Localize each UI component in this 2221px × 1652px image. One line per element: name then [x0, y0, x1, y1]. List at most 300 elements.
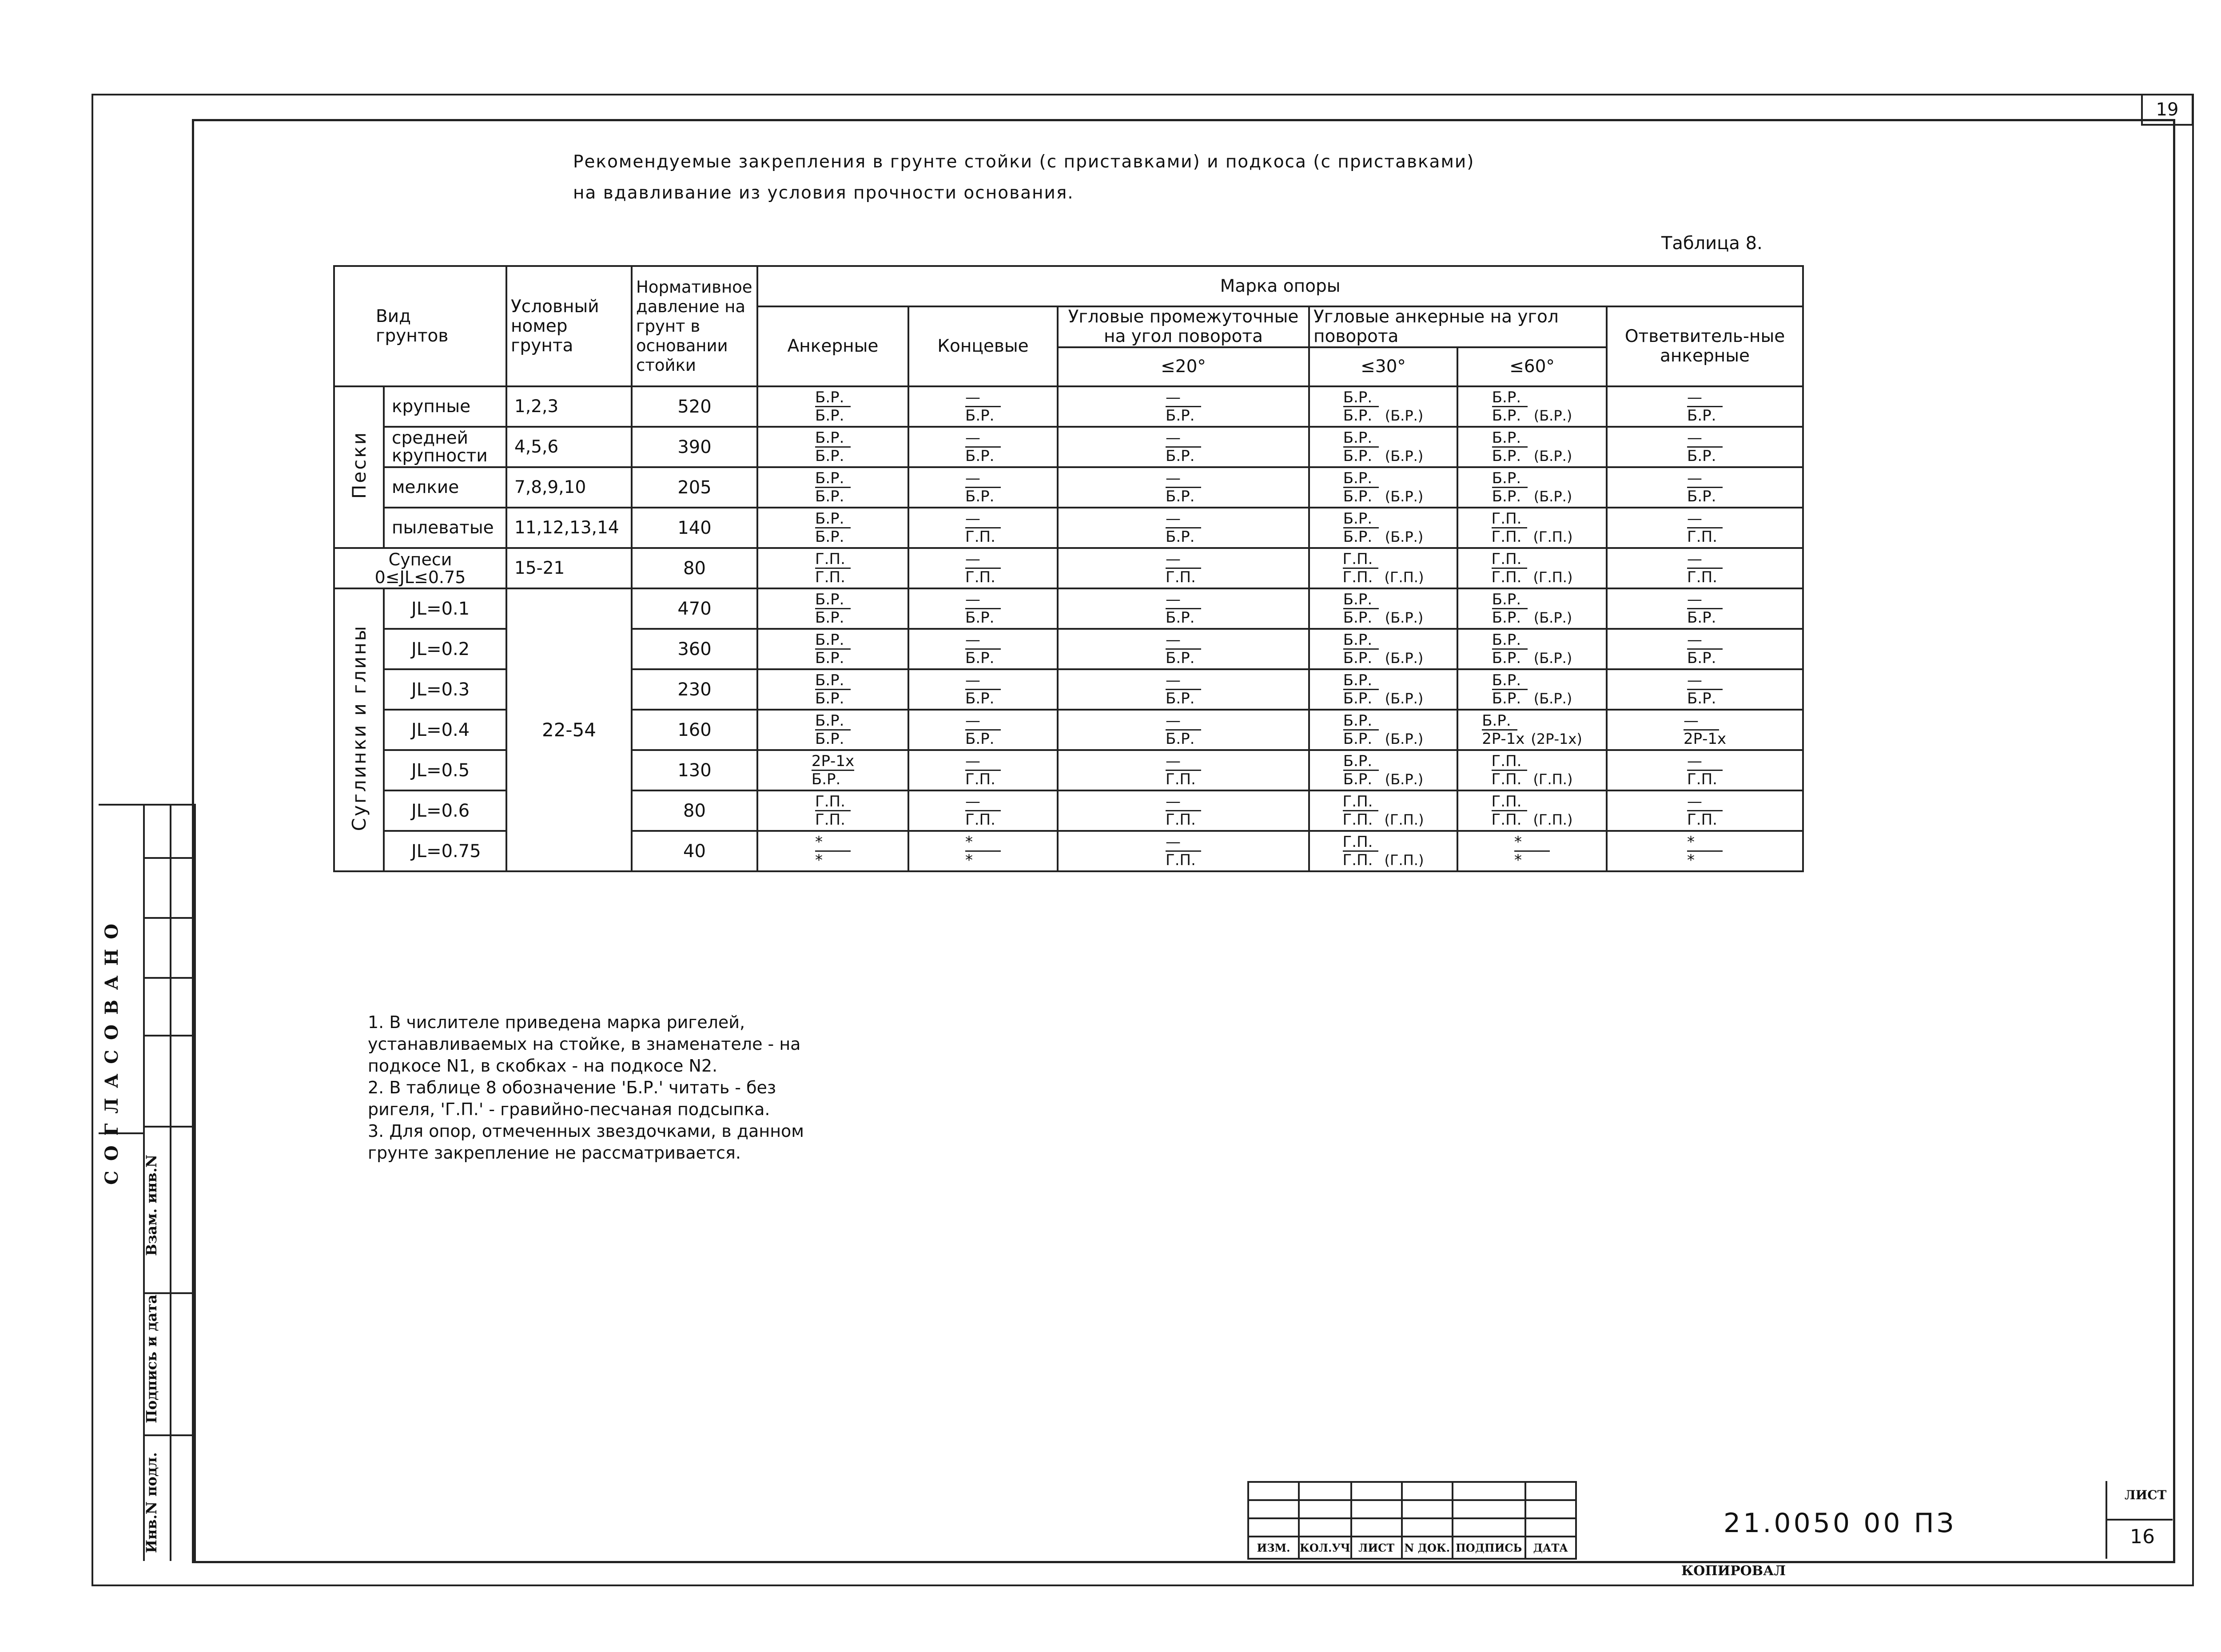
note-line: 1. В числителе приведена марка ригелей,	[368, 1013, 745, 1032]
denominator: Б.Р.	[1343, 407, 1373, 425]
mark-e	[908, 548, 1058, 588]
numerator: —	[1687, 672, 1723, 690]
liquidity-index: JL=0.6	[384, 790, 506, 831]
support-mark	[1458, 470, 1606, 505]
support-mark	[1608, 631, 1802, 667]
heading-line-1: Рекомендуемые закрепления в грунте стойки (с приставками) и подкоса (с приставками)	[573, 152, 1475, 172]
pressure: 80	[632, 548, 757, 588]
support-mark	[1310, 834, 1457, 869]
pressure: 140	[632, 508, 757, 548]
fraction	[815, 793, 851, 828]
numerator: Г.П.	[1343, 834, 1378, 852]
denominator: Б.Р.	[1687, 407, 1716, 425]
title-block-label: ДАТА	[1525, 1537, 1576, 1559]
fraction	[815, 712, 851, 747]
numerator: Г.П.	[1343, 551, 1378, 569]
title-block-labels	[1248, 1537, 1576, 1559]
mark-e	[908, 750, 1058, 790]
numerator: Б.Р.	[1343, 672, 1379, 690]
support-mark	[1608, 389, 1802, 424]
fraction	[965, 429, 1001, 465]
fraction	[1687, 551, 1723, 586]
support-mark	[1608, 510, 1802, 545]
strut-2-mark: (Б.Р.)	[1533, 690, 1572, 707]
denominator: Б.Р.	[965, 447, 995, 465]
denominator: Б.Р.	[965, 730, 995, 748]
mark-br	[1607, 669, 1803, 710]
fraction	[1166, 672, 1201, 707]
denominator: Б.Р.	[1343, 447, 1373, 465]
mark-a30	[1309, 386, 1457, 427]
denominator: Г.П.	[965, 528, 995, 546]
note-line: подкосе N1, в скобках - на подкосе N2.	[368, 1056, 718, 1076]
support-mark	[909, 672, 1057, 707]
denominator: *	[815, 851, 823, 869]
denominator: Г.П.	[1342, 568, 1373, 586]
denominator: Г.П.	[1687, 811, 1717, 829]
support-mark	[1059, 591, 1308, 626]
support-mark	[1059, 712, 1308, 747]
table-row	[334, 588, 1803, 629]
fraction	[1343, 712, 1379, 747]
mark-a	[757, 750, 908, 790]
fraction	[1343, 834, 1378, 869]
fraction	[1687, 429, 1723, 465]
mark-a60	[1457, 588, 1607, 629]
support-mark	[1059, 793, 1308, 828]
denominator: Г.П.	[1687, 568, 1717, 586]
numerator: Б.Р.	[1343, 591, 1379, 609]
support-mark	[1458, 631, 1606, 667]
denominator: Г.П.	[1166, 811, 1196, 829]
fraction	[965, 672, 1001, 707]
support-mark	[758, 510, 908, 545]
fraction	[815, 631, 851, 667]
numerator: Б.Р.	[815, 712, 851, 731]
fraction	[815, 429, 851, 465]
fraction	[1343, 470, 1379, 505]
support-mark	[1310, 753, 1457, 788]
support-mark	[1310, 591, 1457, 626]
denominator: Б.Р.	[815, 528, 844, 546]
support-mark	[1458, 672, 1606, 707]
inv-replacement-label: Взам. инв.N	[143, 1155, 160, 1256]
numerator: —	[1687, 510, 1723, 528]
fraction	[965, 712, 1001, 747]
support-mark	[758, 834, 908, 869]
numerator: *	[1687, 834, 1723, 852]
fraction	[1166, 793, 1201, 828]
support-mark	[1059, 834, 1308, 869]
fraction	[965, 753, 1001, 788]
pressure: 230	[632, 669, 757, 710]
denominator: Г.П.	[815, 811, 845, 829]
numerator: —	[965, 551, 1001, 569]
pressure: 205	[632, 467, 757, 508]
mark-a	[757, 508, 908, 548]
denominator: Б.Р.	[1343, 690, 1373, 707]
numerator: —	[1687, 753, 1723, 771]
support-mark	[1608, 470, 1802, 505]
fraction	[1343, 753, 1379, 788]
pressure: 390	[632, 427, 757, 467]
sign-date-label: Подпись и дата	[143, 1295, 160, 1423]
support-mark	[1458, 551, 1606, 586]
mark-a30	[1309, 467, 1457, 508]
support-mark	[1310, 672, 1457, 707]
liquidity-index: JL=0.2	[384, 629, 506, 669]
mark-a60	[1457, 629, 1607, 669]
numerator: Б.Р.	[1492, 389, 1528, 407]
support-mark	[1059, 551, 1308, 586]
mark-e	[908, 386, 1058, 427]
fraction	[1684, 712, 1726, 747]
pressure: 80	[632, 790, 757, 831]
strut-2-mark: (Г.П.)	[1384, 569, 1424, 586]
fraction	[812, 753, 854, 788]
numerator: —	[1166, 834, 1201, 852]
numerator: Б.Р.	[1343, 389, 1379, 407]
header-angle-anchor: Угловые анкерные на угол поворота	[1309, 306, 1607, 347]
mark-a	[757, 790, 908, 831]
numerator: *	[965, 834, 1001, 852]
denominator: Б.Р.	[1492, 609, 1521, 627]
support-mark	[1059, 672, 1308, 707]
denominator: Б.Р.	[1492, 690, 1521, 707]
numerator: Г.П.	[815, 793, 851, 811]
numerator: —	[965, 793, 1001, 811]
support-mark	[1608, 429, 1802, 465]
group-loams: Суглинки и глины	[334, 588, 384, 871]
numerator: Б.Р.	[1343, 753, 1379, 771]
denominator: Б.Р.	[965, 407, 995, 425]
mark-a60	[1457, 508, 1607, 548]
numerator: —	[1166, 631, 1201, 650]
numerator: —	[965, 672, 1001, 690]
support-mark	[1458, 793, 1606, 828]
mark-a30	[1309, 629, 1457, 669]
fraction	[815, 591, 851, 626]
strut-2-mark: (Б.Р.)	[1385, 650, 1424, 667]
sheet-number: 16	[2130, 1525, 2155, 1548]
fraction	[1687, 834, 1723, 869]
title-block-grid	[1247, 1481, 1577, 1560]
mark-a30	[1309, 508, 1457, 548]
fraction	[1687, 631, 1723, 667]
note-line: ригеля, 'Г.П.' - гравийно-песчаная подсыпка.	[368, 1100, 770, 1119]
pressure: 360	[632, 629, 757, 669]
mark-i20	[1058, 831, 1309, 871]
numerator: —	[1166, 470, 1201, 488]
denominator: Б.Р.	[1166, 649, 1195, 667]
note-line: устанавливаемых на стойке, в знаменателе - на	[368, 1034, 801, 1054]
page-heading	[573, 147, 1474, 209]
denominator: Г.П.	[1687, 528, 1717, 546]
fraction	[1492, 591, 1528, 626]
denominator: Г.П.	[1166, 851, 1196, 869]
mark-a60	[1457, 669, 1607, 710]
support-mark	[758, 551, 908, 586]
header-soil-type: Вид грунтов	[334, 266, 506, 386]
fraction	[1492, 793, 1527, 828]
support-mark	[1608, 834, 1802, 869]
numerator: Б.Р.	[815, 389, 851, 407]
group-sands: Пески	[334, 386, 384, 548]
mark-i20	[1058, 629, 1309, 669]
numerator: Б.Р.	[1343, 631, 1379, 650]
table-row	[334, 467, 1803, 508]
numerator: —	[1166, 389, 1201, 407]
note-line: 2. В таблице 8 обозначение 'Б.Р.' читать - без	[368, 1078, 776, 1097]
numerator: —	[1166, 429, 1201, 448]
fraction	[1166, 834, 1201, 869]
mark-i20	[1058, 508, 1309, 548]
denominator: Б.Р.	[1343, 770, 1373, 788]
fraction	[1687, 793, 1723, 828]
denominator: Г.П.	[1687, 770, 1717, 788]
mark-i20	[1058, 750, 1309, 790]
strut-2-mark: (Б.Р.)	[1385, 488, 1424, 505]
header-pressure: Нормативное давление на грунт в основании стойки	[632, 266, 757, 386]
support-mark	[909, 389, 1057, 424]
numerator: —	[965, 510, 1001, 528]
soil-type: средней крупности	[384, 427, 506, 467]
fraction	[1343, 510, 1379, 545]
denominator: Б.Р.	[1687, 690, 1716, 707]
page-number: 19	[2141, 94, 2193, 126]
fraction	[815, 551, 851, 586]
denominator: Б.Р.	[1687, 649, 1716, 667]
numerator: —	[1687, 631, 1723, 650]
mark-br	[1607, 831, 1803, 871]
denominator: Б.Р.	[1687, 488, 1716, 505]
denominator: Б.Р.	[965, 649, 995, 667]
numerator: Г.П.	[1492, 753, 1527, 771]
header-deg30: ≤30°	[1309, 347, 1457, 386]
support-mark	[909, 834, 1057, 869]
fraction	[1482, 712, 1524, 747]
liquidity-index: JL=0.4	[384, 710, 506, 750]
numerator: —	[1687, 793, 1723, 811]
denominator: Б.Р.	[1687, 447, 1716, 465]
support-mark	[1458, 510, 1606, 545]
mark-e	[908, 508, 1058, 548]
support-mark	[1310, 510, 1457, 545]
fraction	[1343, 429, 1379, 465]
fraction	[815, 834, 851, 869]
numerator: —	[1166, 753, 1201, 771]
fraction	[1492, 672, 1528, 707]
mark-br	[1607, 629, 1803, 669]
numerator: Г.П.	[1492, 510, 1527, 528]
support-mark	[909, 793, 1057, 828]
denominator: Г.П.	[1342, 811, 1373, 829]
mark-a	[757, 588, 908, 629]
numerator: *	[815, 834, 851, 852]
numerator: Г.П.	[1492, 551, 1527, 569]
soil-type: мелкие	[384, 467, 506, 508]
numerator: —	[965, 591, 1001, 609]
numerator: Б.Р.	[815, 631, 851, 650]
denominator: *	[1514, 851, 1522, 869]
denominator: Г.П.	[965, 770, 995, 788]
fraction	[1343, 793, 1378, 828]
support-mark	[1608, 712, 1802, 747]
denominator: 2Р-1х	[1482, 730, 1525, 748]
support-mark	[758, 591, 908, 626]
strut-2-mark: (Г.П.)	[1533, 528, 1573, 545]
mark-br	[1607, 790, 1803, 831]
mark-a30	[1309, 750, 1457, 790]
liquidity-index: JL=0.75	[384, 831, 506, 871]
table-body	[334, 386, 1803, 871]
fraction	[1492, 631, 1528, 667]
denominator: Б.Р.	[1343, 649, 1373, 667]
support-mark	[758, 389, 908, 424]
numerator: —	[1687, 389, 1723, 407]
numerator: Б.Р.	[815, 510, 851, 528]
mark-a	[757, 427, 908, 467]
denominator: Г.П.	[1166, 568, 1196, 586]
inv-original-label: Инв.N подл.	[143, 1452, 160, 1553]
title-block-label: ЛИСТ	[1351, 1537, 1402, 1559]
support-mark	[1458, 591, 1606, 626]
pressure: 160	[632, 710, 757, 750]
numerator: —	[1166, 551, 1201, 569]
fraction	[1343, 551, 1378, 586]
support-mark	[758, 631, 908, 667]
fraction	[1343, 591, 1379, 626]
numerator: 2Р-1х	[811, 752, 855, 770]
fraction	[1343, 631, 1379, 667]
mark-a	[757, 831, 908, 871]
denominator: Б.Р.	[1166, 447, 1195, 465]
denominator: Б.Р.	[965, 609, 995, 627]
mark-e	[908, 790, 1058, 831]
numerator: Б.Р.	[815, 429, 851, 448]
mark-i20	[1058, 386, 1309, 427]
fraction	[1166, 591, 1201, 626]
numerator: —	[1166, 672, 1201, 690]
fraction	[1492, 429, 1528, 465]
pressure: 520	[632, 386, 757, 427]
denominator: Б.Р.	[965, 690, 995, 707]
soil-type: пылеватые	[384, 508, 506, 548]
numerator: —	[1166, 510, 1201, 528]
denominator: Г.П.	[1342, 851, 1373, 869]
mark-a60	[1457, 467, 1607, 508]
support-mark	[1458, 429, 1606, 465]
soil-number: 7,8,9,10	[506, 467, 632, 508]
pressure: 130	[632, 750, 757, 790]
numerator: Б.Р.	[815, 672, 851, 690]
mark-a60	[1457, 790, 1607, 831]
mark-br	[1607, 427, 1803, 467]
support-mark	[1458, 389, 1606, 424]
mark-a60	[1457, 710, 1607, 750]
support-mark	[1059, 631, 1308, 667]
numerator: Б.Р.	[1343, 429, 1379, 448]
fraction	[1166, 470, 1201, 505]
denominator: Б.Р.	[1343, 730, 1373, 748]
denominator: Б.Р.	[815, 730, 844, 748]
support-mark	[909, 470, 1057, 505]
mark-e	[908, 427, 1058, 467]
support-mark	[1458, 834, 1606, 869]
fraction	[1687, 389, 1723, 424]
mark-a	[757, 386, 908, 427]
strut-2-mark: (Б.Р.)	[1533, 650, 1572, 667]
denominator: Б.Р.	[815, 447, 844, 465]
notes	[368, 1012, 990, 1164]
numerator: Г.П.	[815, 551, 851, 569]
mark-a	[757, 710, 908, 750]
mark-br	[1607, 588, 1803, 629]
denominator: Б.Р.	[815, 649, 844, 667]
header-support-mark: Марка опоры	[757, 266, 1803, 306]
mark-a60	[1457, 750, 1607, 790]
numerator: *	[1514, 834, 1550, 852]
mark-a30	[1309, 427, 1457, 467]
mark-a30	[1309, 710, 1457, 750]
numerator: —	[1687, 429, 1723, 448]
soil-type: крупные	[384, 386, 506, 427]
denominator: Б.Р.	[815, 609, 844, 627]
denominator: Б.Р.	[815, 488, 844, 505]
support-mark	[758, 470, 908, 505]
strut-2-mark: (Б.Р.)	[1385, 771, 1424, 788]
group-sandy-loam: Супеси 0≤JL≤0.75	[334, 548, 506, 588]
support-mark	[1059, 429, 1308, 465]
numerator: Б.Р.	[1492, 631, 1528, 650]
table-row	[334, 548, 1803, 588]
support-mark	[1059, 753, 1308, 788]
table-row	[334, 427, 1803, 467]
strut-2-mark: (Г.П.)	[1533, 771, 1573, 788]
pressure: 470	[632, 588, 757, 629]
fraction	[1687, 672, 1723, 707]
mark-a60	[1457, 427, 1607, 467]
support-mark	[1310, 712, 1457, 747]
fraction	[815, 510, 851, 545]
title-block-label: N ДОК.	[1402, 1537, 1453, 1559]
header-anchor: Анкерные	[757, 306, 908, 386]
fraction	[965, 510, 1001, 545]
strut-2-mark: (2Р-1х)	[1531, 731, 1582, 747]
strut-2-mark: (Г.П.)	[1384, 852, 1424, 869]
fraction	[1492, 470, 1528, 505]
title-block-label: КОЛ.УЧ	[1299, 1537, 1351, 1559]
support-mark	[1310, 631, 1457, 667]
fraction	[965, 631, 1001, 667]
denominator: Б.Р.	[815, 407, 844, 425]
soil-number: 1,2,3	[506, 386, 632, 427]
mark-br	[1607, 386, 1803, 427]
strut-2-mark: (Г.П.)	[1533, 569, 1573, 586]
strut-2-mark: (Б.Р.)	[1385, 528, 1424, 545]
support-mark	[1608, 591, 1802, 626]
strut-2-mark: (Г.П.)	[1384, 811, 1424, 828]
denominator: Г.П.	[1166, 770, 1196, 788]
numerator: —	[1166, 591, 1201, 609]
mark-e	[908, 629, 1058, 669]
denominator: Б.Р.	[1166, 690, 1195, 707]
fraction	[1166, 429, 1201, 465]
support-mark	[909, 429, 1057, 465]
support-mark	[1458, 712, 1606, 747]
note-line: грунте закрепление не рассматривается.	[368, 1143, 741, 1163]
numerator: Б.Р.	[1343, 510, 1379, 528]
